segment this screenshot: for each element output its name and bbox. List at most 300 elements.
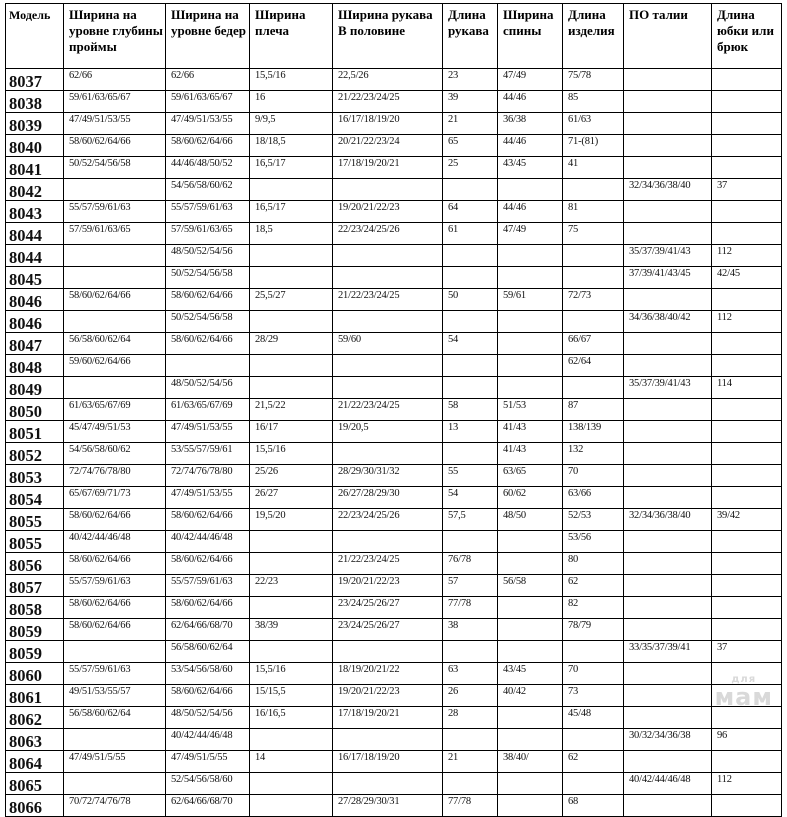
cell-hip-width: 40/42/44/46/48 [166,531,250,553]
cell-waist [624,487,712,509]
cell-skirt-length [712,201,782,223]
cell-sleeve-width: 16/17/18/19/20 [333,113,443,135]
cell-shoulder-width [250,531,333,553]
cell-sleeve-width [333,729,443,751]
cell-shoulder-width: 15,5/16 [250,69,333,91]
cell-sleeve-length: 50 [443,289,498,311]
cell-waist [624,751,712,773]
cell-armhole-width: 58/60/62/64/66 [64,597,166,619]
cell-model: 8044 [6,223,64,245]
table-row [6,377,782,399]
cell-sleeve-length: 63 [443,663,498,685]
cell-skirt-length [712,157,782,179]
cell-armhole-width [64,641,166,663]
table-row [6,487,782,509]
cell-sleeve-width: 28/29/30/31/32 [333,465,443,487]
cell-hip-width: 62/64/66/68/70 [166,619,250,641]
table-row [6,69,782,91]
cell-shoulder-width [250,597,333,619]
cell-waist [624,531,712,553]
cell-model: 8053 [6,465,64,487]
cell-sleeve-width [333,443,443,465]
cell-armhole-width: 55/57/59/61/63 [64,575,166,597]
cell-skirt-length [712,135,782,157]
cell-sleeve-width: 21/22/23/24/25 [333,399,443,421]
cell-back-width [498,641,563,663]
cell-waist: 32/34/36/38/40 [624,509,712,531]
cell-back-width [498,773,563,795]
cell-armhole-width: 47/49/51/5/55 [64,751,166,773]
cell-model: 8054 [6,487,64,509]
cell-garment-length: 70 [563,663,624,685]
cell-armhole-width [64,377,166,399]
cell-shoulder-width: 15,5/16 [250,443,333,465]
cell-model: 8061 [6,685,64,707]
cell-shoulder-width: 22/23 [250,575,333,597]
cell-hip-width: 53/55/57/59/61 [166,443,250,465]
cell-sleeve-length [443,245,498,267]
cell-model: 8045 [6,267,64,289]
cell-sleeve-width: 22,5/26 [333,69,443,91]
cell-skirt-length: 112 [712,245,782,267]
table-row [6,135,782,157]
cell-armhole-width: 58/60/62/64/66 [64,135,166,157]
cell-waist [624,355,712,377]
cell-shoulder-width [250,773,333,795]
cell-armhole-width [64,267,166,289]
header-model: Модель [6,4,64,69]
cell-skirt-length [712,751,782,773]
cell-armhole-width: 55/57/59/61/63 [64,663,166,685]
header-skirt-length: Длина юбки или брюк [712,4,782,69]
cell-hip-width: 47/49/51/53/55 [166,113,250,135]
cell-shoulder-width: 15/15,5 [250,685,333,707]
cell-sleeve-length: 26 [443,685,498,707]
table-row [6,91,782,113]
cell-garment-length: 71-(81) [563,135,624,157]
cell-waist: 30/32/34/36/38 [624,729,712,751]
cell-shoulder-width [250,355,333,377]
cell-model: 8041 [6,157,64,179]
cell-shoulder-width [250,311,333,333]
cell-garment-length: 61/63 [563,113,624,135]
cell-sleeve-width [333,267,443,289]
cell-garment-length: 62 [563,751,624,773]
cell-armhole-width [64,179,166,201]
cell-model: 8056 [6,553,64,575]
cell-model: 8050 [6,399,64,421]
cell-sleeve-width [333,311,443,333]
cell-armhole-width: 56/58/60/62/64 [64,707,166,729]
cell-back-width: 47/49 [498,223,563,245]
table-row [6,245,782,267]
cell-back-width [498,333,563,355]
cell-shoulder-width: 9/9,5 [250,113,333,135]
cell-waist [624,685,712,707]
cell-sleeve-length [443,531,498,553]
table-row [6,509,782,531]
cell-sleeve-width: 22/23/24/25/26 [333,509,443,531]
cell-waist [624,575,712,597]
cell-model: 8038 [6,91,64,113]
cell-armhole-width: 61/63/65/67/69 [64,399,166,421]
cell-armhole-width [64,311,166,333]
cell-hip-width: 55/57/59/61/63 [166,201,250,223]
cell-hip-width: 58/60/62/64/66 [166,553,250,575]
cell-waist: 32/34/36/38/40 [624,179,712,201]
table-row [6,465,782,487]
cell-shoulder-width [250,553,333,575]
cell-back-width: 51/53 [498,399,563,421]
cell-sleeve-length: 38 [443,619,498,641]
cell-sleeve-width: 19/20,5 [333,421,443,443]
cell-sleeve-length [443,377,498,399]
cell-hip-width: 57/59/61/63/65 [166,223,250,245]
cell-sleeve-length: 55 [443,465,498,487]
cell-model: 8059 [6,641,64,663]
cell-garment-length [563,773,624,795]
cell-garment-length: 62/64 [563,355,624,377]
table-row [6,355,782,377]
cell-hip-width: 55/57/59/61/63 [166,575,250,597]
cell-shoulder-width [250,267,333,289]
table-row [6,663,782,685]
cell-back-width: 36/38 [498,113,563,135]
cell-skirt-length: 96 [712,729,782,751]
cell-armhole-width: 72/74/76/78/80 [64,465,166,487]
cell-sleeve-length: 77/78 [443,795,498,817]
cell-back-width: 38/40/ [498,751,563,773]
cell-back-width [498,729,563,751]
cell-back-width: 48/50 [498,509,563,531]
cell-model: 8042 [6,179,64,201]
cell-model: 8066 [6,795,64,817]
cell-waist [624,597,712,619]
cell-waist [624,795,712,817]
table-row [6,311,782,333]
cell-sleeve-width [333,245,443,267]
cell-hip-width: 56/58/60/62/64 [166,641,250,663]
cell-hip-width: 47/49/51/5/55 [166,751,250,773]
cell-sleeve-length [443,311,498,333]
header-sleeve-length: Длина рукава [443,4,498,69]
cell-sleeve-width [333,531,443,553]
cell-hip-width: 47/49/51/53/55 [166,421,250,443]
cell-back-width [498,267,563,289]
cell-sleeve-width: 27/28/29/30/31 [333,795,443,817]
cell-skirt-length [712,465,782,487]
cell-sleeve-width: 21/22/23/24/25 [333,289,443,311]
cell-waist: 33/35/37/39/41 [624,641,712,663]
cell-sleeve-length: 28 [443,707,498,729]
cell-sleeve-width [333,377,443,399]
cell-armhole-width: 40/42/44/46/48 [64,531,166,553]
cell-hip-width: 50/52/54/56/58 [166,311,250,333]
table-row [6,751,782,773]
cell-shoulder-width: 21,5/22 [250,399,333,421]
cell-shoulder-width: 26/27 [250,487,333,509]
cell-garment-length: 53/56 [563,531,624,553]
cell-sleeve-width: 16/17/18/19/20 [333,751,443,773]
cell-skirt-length [712,443,782,465]
cell-sleeve-width: 19/20/21/22/23 [333,201,443,223]
cell-hip-width: 59/61/63/65/67 [166,91,250,113]
cell-model: 8062 [6,707,64,729]
cell-sleeve-width: 18/19/20/21/22 [333,663,443,685]
cell-garment-length: 72/73 [563,289,624,311]
cell-skirt-length: 39/42 [712,509,782,531]
cell-garment-length: 75 [563,223,624,245]
cell-hip-width: 48/50/52/54/56 [166,377,250,399]
cell-skirt-length [712,795,782,817]
cell-waist [624,157,712,179]
cell-sleeve-length: 76/78 [443,553,498,575]
cell-model: 8065 [6,773,64,795]
cell-hip-width: 58/60/62/64/66 [166,135,250,157]
cell-model: 8037 [6,69,64,91]
cell-sleeve-width: 21/22/23/24/25 [333,91,443,113]
cell-shoulder-width [250,729,333,751]
cell-shoulder-width: 18,5 [250,223,333,245]
cell-sleeve-width: 59/60 [333,333,443,355]
cell-model: 8047 [6,333,64,355]
cell-skirt-length [712,597,782,619]
cell-waist [624,113,712,135]
cell-skirt-length: 37 [712,179,782,201]
table-row [6,443,782,465]
cell-back-width: 44/46 [498,91,563,113]
cell-model: 8040 [6,135,64,157]
cell-sleeve-length: 64 [443,201,498,223]
cell-hip-width: 62/66 [166,69,250,91]
cell-sleeve-length [443,267,498,289]
cell-skirt-length [712,707,782,729]
cell-shoulder-width: 16/16,5 [250,707,333,729]
cell-hip-width: 48/50/52/54/56 [166,245,250,267]
cell-skirt-length: 114 [712,377,782,399]
cell-sleeve-length: 57,5 [443,509,498,531]
cell-shoulder-width: 25/26 [250,465,333,487]
cell-garment-length [563,179,624,201]
cell-back-width [498,619,563,641]
cell-back-width [498,597,563,619]
table-row [6,575,782,597]
header-shoulder-width: Ширина плеча [250,4,333,69]
cell-skirt-length [712,399,782,421]
cell-hip-width: 48/50/52/54/56 [166,707,250,729]
cell-sleeve-length: 65 [443,135,498,157]
cell-model: 8046 [6,311,64,333]
watermark-bottom-text: мам [714,683,773,711]
cell-garment-length: 73 [563,685,624,707]
cell-armhole-width: 45/47/49/51/53 [64,421,166,443]
cell-armhole-width: 58/60/62/64/66 [64,509,166,531]
cell-back-width: 40/42 [498,685,563,707]
cell-back-width: 59/61 [498,289,563,311]
cell-shoulder-width [250,377,333,399]
table-row [6,707,782,729]
cell-sleeve-width: 21/22/23/24/25 [333,553,443,575]
cell-garment-length [563,377,624,399]
cell-sleeve-length [443,355,498,377]
cell-skirt-length [712,69,782,91]
table-row [6,289,782,311]
cell-waist [624,135,712,157]
cell-back-width: 56/58 [498,575,563,597]
cell-waist [624,707,712,729]
cell-model: 8055 [6,509,64,531]
cell-sleeve-length: 21 [443,113,498,135]
cell-waist [624,443,712,465]
cell-sleeve-length [443,729,498,751]
cell-shoulder-width: 15,5/16 [250,663,333,685]
table-row [6,531,782,553]
cell-model: 8055 [6,531,64,553]
cell-sleeve-width [333,179,443,201]
cell-sleeve-width: 19/20/21/22/23 [333,575,443,597]
cell-sleeve-width: 17/18/19/20/21 [333,707,443,729]
cell-sleeve-length: 58 [443,399,498,421]
table-row [6,597,782,619]
cell-hip-width: 62/64/66/68/70 [166,795,250,817]
cell-sleeve-length [443,641,498,663]
cell-hip-width [166,355,250,377]
cell-shoulder-width [250,641,333,663]
cell-hip-width: 50/52/54/56/58 [166,267,250,289]
watermark-top-text: для [731,674,757,685]
cell-skirt-length [712,113,782,135]
cell-back-width: 41/43 [498,421,563,443]
cell-sleeve-width [333,355,443,377]
table-row [6,729,782,751]
cell-hip-width: 52/54/56/58/60 [166,773,250,795]
cell-back-width: 60/62 [498,487,563,509]
cell-sleeve-length: 21 [443,751,498,773]
cell-garment-length: 68 [563,795,624,817]
table-row [6,179,782,201]
header-waist: ПО талии [624,4,712,69]
table-row [6,157,782,179]
cell-sleeve-length: 54 [443,333,498,355]
cell-back-width: 44/46 [498,201,563,223]
cell-armhole-width: 54/56/58/60/62 [64,443,166,465]
cell-sleeve-length: 13 [443,421,498,443]
cell-armhole-width: 49/51/53/55/57 [64,685,166,707]
cell-model: 8046 [6,289,64,311]
cell-model: 8063 [6,729,64,751]
cell-skirt-length [712,619,782,641]
cell-back-width [498,553,563,575]
cell-garment-length: 63/66 [563,487,624,509]
table-row [6,421,782,443]
cell-hip-width: 58/60/62/64/66 [166,289,250,311]
cell-skirt-length [712,355,782,377]
cell-armhole-width: 55/57/59/61/63 [64,201,166,223]
cell-back-width: 43/45 [498,157,563,179]
header-back-width: Ширина спины [498,4,563,69]
cell-hip-width: 58/60/62/64/66 [166,597,250,619]
cell-armhole-width: 47/49/51/53/55 [64,113,166,135]
cell-garment-length [563,311,624,333]
cell-armhole-width [64,773,166,795]
cell-sleeve-length [443,773,498,795]
cell-garment-length: 80 [563,553,624,575]
cell-model: 8049 [6,377,64,399]
cell-shoulder-width: 16 [250,91,333,113]
cell-garment-length: 41 [563,157,624,179]
size-table [5,3,782,817]
cell-shoulder-width: 38/39 [250,619,333,641]
cell-garment-length [563,729,624,751]
cell-sleeve-width: 23/24/25/26/27 [333,619,443,641]
cell-sleeve-length: 57 [443,575,498,597]
cell-armhole-width: 58/60/62/64/66 [64,619,166,641]
cell-armhole-width: 70/72/74/76/78 [64,795,166,817]
cell-sleeve-length: 25 [443,157,498,179]
cell-armhole-width: 50/52/54/56/58 [64,157,166,179]
cell-sleeve-length [443,443,498,465]
cell-armhole-width: 58/60/62/64/66 [64,553,166,575]
cell-back-width: 63/65 [498,465,563,487]
cell-hip-width: 47/49/51/53/55 [166,487,250,509]
table-row [6,641,782,663]
cell-sleeve-width: 22/23/24/25/26 [333,223,443,245]
cell-shoulder-width: 14 [250,751,333,773]
header-hip-width: Ширина на уровне бедер [166,4,250,69]
cell-garment-length: 45/48 [563,707,624,729]
cell-hip-width: 58/60/62/64/66 [166,685,250,707]
cell-shoulder-width: 16/17 [250,421,333,443]
cell-back-width [498,377,563,399]
cell-hip-width: 58/60/62/64/66 [166,509,250,531]
cell-sleeve-width: 23/24/25/26/27 [333,597,443,619]
header-garment-length: Длина изделия [563,4,624,69]
cell-armhole-width [64,245,166,267]
cell-armhole-width: 59/61/63/65/67 [64,91,166,113]
cell-model: 8060 [6,663,64,685]
cell-skirt-length [712,91,782,113]
cell-waist [624,289,712,311]
cell-shoulder-width: 25,5/27 [250,289,333,311]
cell-skirt-length [712,487,782,509]
table-body [6,69,782,817]
cell-garment-length [563,245,624,267]
table-row [6,773,782,795]
cell-waist [624,465,712,487]
cell-armhole-width: 59/60/62/64/66 [64,355,166,377]
cell-back-width: 44/46 [498,135,563,157]
cell-hip-width: 44/46/48/50/52 [166,157,250,179]
cell-waist [624,69,712,91]
cell-back-width [498,795,563,817]
cell-waist [624,663,712,685]
cell-garment-length: 87 [563,399,624,421]
cell-model: 8051 [6,421,64,443]
cell-waist [624,201,712,223]
cell-skirt-length [712,575,782,597]
cell-model: 8064 [6,751,64,773]
cell-back-width [498,179,563,201]
header-sleeve-width: Ширина рукава В половине [333,4,443,69]
cell-back-width: 47/49 [498,69,563,91]
cell-waist: 40/42/44/46/48 [624,773,712,795]
cell-skirt-length [712,663,782,685]
cell-waist: 34/36/38/40/42 [624,311,712,333]
cell-back-width [498,531,563,553]
cell-garment-length [563,267,624,289]
cell-garment-length: 52/53 [563,509,624,531]
cell-sleeve-width [333,641,443,663]
